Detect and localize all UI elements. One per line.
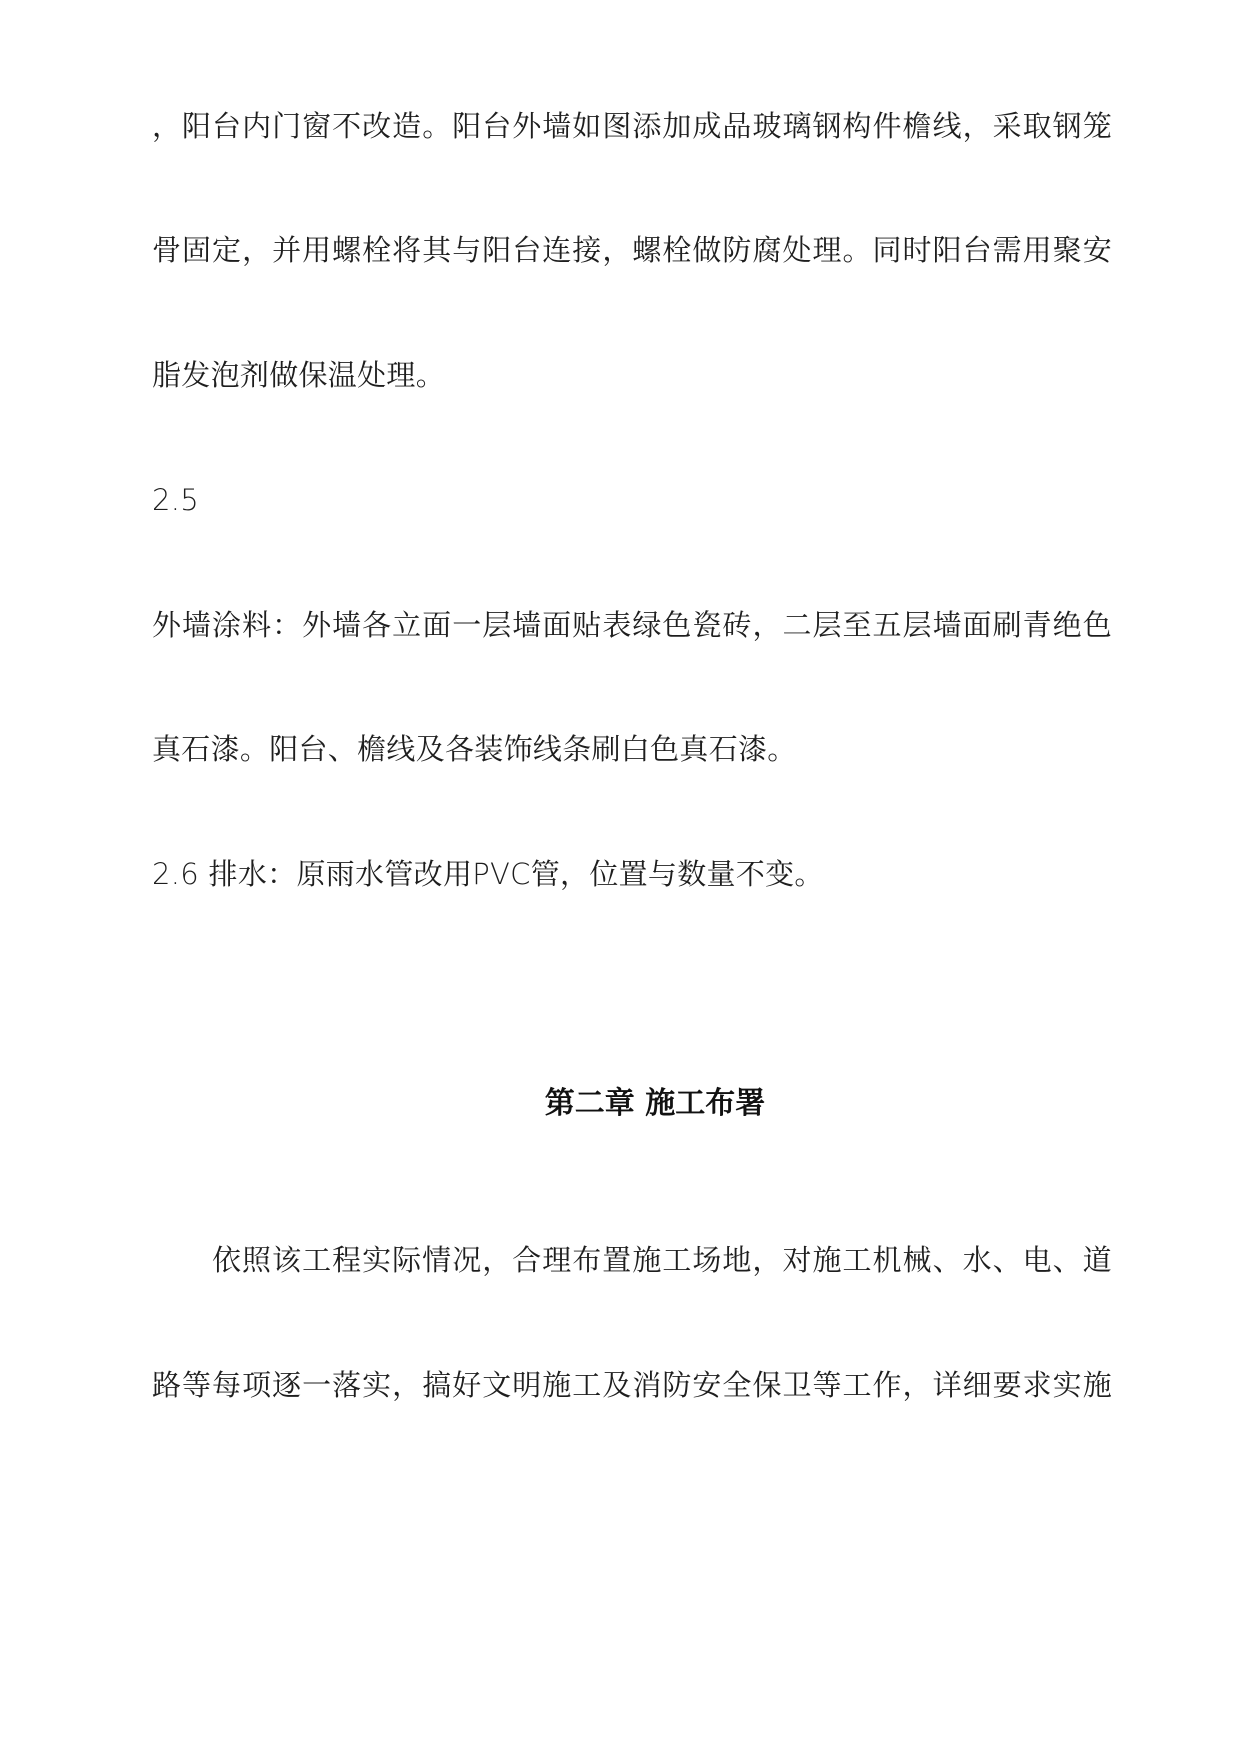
chapter-heading: 第二章 施工布署 bbox=[544, 1086, 766, 1121]
paragraph-line: ，阳台内门窗不改造。阳台外墙如图添加成品玻璃钢构件檐线，采取钢笼 bbox=[152, 109, 1112, 143]
paragraph-line: 路等每项逐一落实，搞好文明施工及消防安全保卫等工作，详细要求实施 bbox=[152, 1368, 1112, 1402]
paragraph-line: 2.6 排水：原雨水管改用PVC管，位置与数量不变。 bbox=[152, 857, 824, 891]
paragraph-line: 外墙涂料：外墙各立面一层墙面贴表绿色瓷砖，二层至五层墙面刷青绝色 bbox=[152, 608, 1112, 642]
paragraph-line: 脂发泡剂做保温处理。 bbox=[152, 358, 446, 392]
paragraph-line: 真石漆。阳台、檐线及各装饰线条刷白色真石漆。 bbox=[152, 732, 797, 766]
paragraph-line: 骨固定，并用螺栓将其与阳台连接，螺栓做防腐处理。同时阳台需用聚安 bbox=[152, 233, 1112, 267]
section-number: 2.5 bbox=[152, 483, 200, 517]
paragraph-line: 依照该工程实际情况，合理布置施工场地，对施工机械、水、电、道 bbox=[212, 1243, 1112, 1277]
